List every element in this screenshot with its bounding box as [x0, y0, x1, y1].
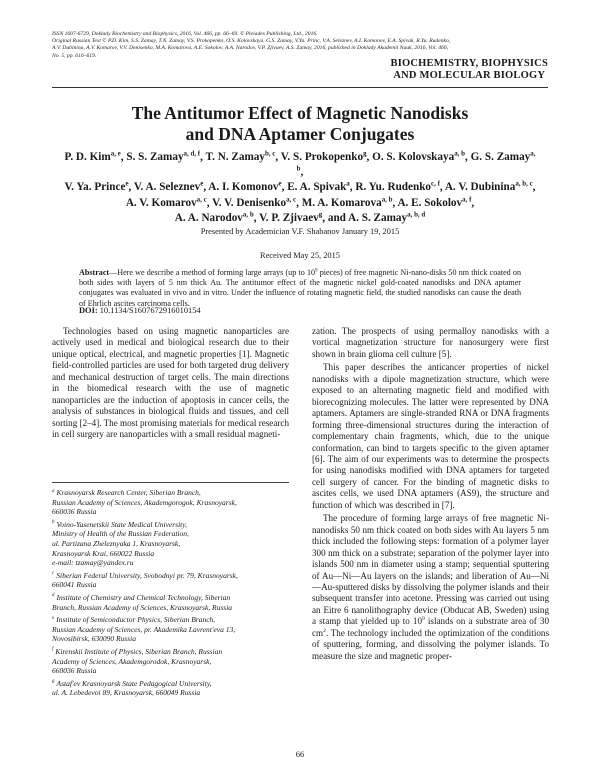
masthead-line: A.V. Dubinina, A.V. Komarov, V.V. Denisenko, M.A. Komarova, A.E. Sokolov, A.A. Narodov, V.P. Zjivaev, A.S. Zamay, 2016, published in Doklady Akademii Nauk, 2016, Vol. 466, [52, 45, 449, 52]
author-line: V. Ya. Prince$^e$, V. A. Seleznev$^e$, A. I. Komonov$^e$, E. A. Spivak$^a$, R. Yu. Rudenko$^{c, f}$, A. V. Dubinina$^{a, b, c}$, [64, 179, 536, 194]
author-line: P. D. Kim$^{a, e}$, S. S. Zamay$^{a, d, f}$, T. N. Zamay$^{b, c}$, V. S. Prokopenko$^g$, O. S. Kolovskaya$^{a, b}$, G. S. Zamay$^{a, b}$, [64, 149, 536, 179]
article-title [60, 103, 540, 145]
left-column [52, 326, 289, 441]
footnote-mark: d [52, 593, 55, 599]
masthead-line: ISSN 1607-6729, Doklady Biochemistry and Biophysics, 2016, Vol. 466, pp. 66–69. © Pleiades Publishing, Ltd., 2016. [52, 31, 318, 37]
footnote-e: $^e$ Institute of Semiconductor Physics, Siberian Branch, Russian Academy of Sciences, pr. Akademika Lavrent'eva 13, Novosibirsk, 630090 Russia [52, 615, 236, 644]
right-column [312, 326, 549, 662]
footnote-rule [52, 482, 289, 483]
presented-by: Presented by Academician V.F. Shabanov January 19, 2015 [200, 227, 400, 236]
doi-label: DOI: [79, 306, 98, 315]
doi [79, 306, 201, 315]
footnote-d: $^d$ Institute of Chemistry and Chemical Technology, Siberian Branch, Russian Academy of Sciences, Krasnoyarsk, Russia [52, 592, 233, 612]
footnote-mark: e [52, 615, 55, 621]
title-line: The Antitumor Effect of Magnetic Nanodisks [131, 103, 469, 123]
section-heading [390, 58, 548, 82]
footnote-b: $^b$ Voino-Yasenetskii State Medical University, Ministry of Health of the Russian Federation, ul. Partizana Zheleznyaka 1, Krasnoyarsk, Krasnoyarsk Krai, 660022 Russia e-mail: tzamay@yandex.ru [52, 519, 189, 568]
header-rule [52, 87, 548, 88]
body-paragraph: This paper describes the anticancer properties of nickel nanodisks with a dipole magnetization structure, which were exposed to an alternating magnetic field and modified with biorecognizing molecules. The latter were represented by DNA aptamers. Aptamers are single-stranded RNA or DNA fragments forming three-dimensional structures during the interaction of complementary chain fragments, which, due to the unique conformation, can bind to targets specific to the given aptamer [6]. The aim of our experiments was to determine the prospects for using nanodisks modified with DNA aptamers for targeted cell surgery of cancer. For the binding of magnetic disks to ascites cells, we used DNA aptamers (AS9), the structure and function of which was described in [7]. [312, 362, 549, 510]
footnote-mark: f [52, 647, 54, 653]
masthead-line: No. 5, pp. 616–619. [52, 52, 97, 59]
author-list [62, 150, 538, 226]
footnote-mark: b [52, 520, 55, 526]
body-paragraph: Technologies based on using magnetic nanoparticles are actively used in medical and biological research due to their unique optical, electrical, and magnetic properties [1]. Magnetic field-controlled particles are used for both targeted drug delivery and mechanical destruction of target cells. The main directions in the biomedical research with the use of magnetic nanoparticles are the induction of apoptosis in cancer cells, the analysis of substances in biological fluids and tissues, and cell sorting [2–4]. The most promising materials for medical research in cell surgery are nanoparticles with a small residual magneti- [52, 326, 289, 440]
body-paragraph: The procedure of forming large arrays of free magnetic Ni-nanodisks 50 nm thick coated on both sides with Au layers 5 nm thick included the following steps: formation of a polymer layer 300 nm thick on a substrate; separation of the polymer layer into islands 500 nm in diameter using a stamp; sequential sputtering of Au—Ni—Au layers on the islands; and liberation of Au—Ni—Au-sputtered disks by dissolving the polymer islands and their subsequent transfer into acetone. Pressing was carried out using an Eitre 6 nanolithography device (Obducat AB, Sweden) using a stamp that yielded up to $10^9$ islands on a substrate area of 30 $cm^2$. The technology included the optimization of the conditions of sputtering, forming, and dissolving the polymer islands. To measure the size and magnetic proper- [312, 513, 550, 661]
footnote-f: $^f$ Kirenskii Institute of Physics, Siberian Branch, Russian Academy of Sciences, Akademgorodok, Krasnoyarsk, 660036 Russia [52, 646, 223, 676]
footnote-mark: a [52, 488, 55, 494]
footnote-g: $^g$ Astaf'ev Krasnoyarsk State Pedagogical University, ul. A. Lebedevoi 89, Krasnoyarsk, 660049 Russia [52, 678, 212, 698]
author-line: A. V. Komarov$^{a, c}$, V. V. Denisenko$^{a, c}$, M. A. Komarova$^{a, b}$, A. E. Sokolov$^{a, f}$, [125, 194, 475, 209]
doi-value[interactable]: 10.1134/S1607672916010154 [99, 306, 201, 315]
page-number: 66 [295, 749, 305, 759]
footnote-mark: g [52, 679, 55, 685]
journal-masthead [52, 31, 548, 60]
received-date: Received May 25, 2015 [259, 251, 340, 260]
abstract-label: Abstract [79, 268, 110, 277]
section-heading-line: BIOCHEMISTRY, BIOPHYSICS [390, 58, 548, 69]
body-paragraph: zation. The prospects of using permalloy nanodisks with a vortical magnetization structure for nanosurgery were first shown in brain glioma cell culture [5]. [312, 326, 549, 359]
footnote-c: $^c$ Siberian Federal University, Svobodnyi pr. 79, Krasnoyarsk, 660041 Russia [52, 570, 238, 590]
footnote-mark: c [52, 571, 55, 577]
masthead-line: Original Russian Text © P.D. Kim, S.S. Zamay, T.N. Zamay, V.S. Prokopenko, O.S. Kolovskaya, G.S. Zamay, V.Ya. Princ, V.A. Seleznev, A.I. Komonov, E.A. Spivak, R.Yu. Rudenko, [52, 38, 451, 45]
section-heading-line: AND MOLECULAR BIOLOGY [393, 70, 546, 81]
abstract [79, 268, 521, 309]
author-line: A. A. Narodov$^{a, b}$, V. P. Zjivaev$^g$, and A. S. Zamay$^{a, b, d}$ [174, 210, 426, 224]
footnote-a: $^a$ Krasnoyarsk Research Center, Siberian Branch, Russian Academy of Sciences, Akademgorogok, Krasnoyarsk, 660036 Russia [52, 488, 237, 517]
title-line: and DNA Aptamer Conjugates [185, 124, 415, 144]
abstract-text: —Here we describe a method of forming large arrays (up to $10^9$ pieces) of free magnetic Ni-nano-disks 50 nm thick coated on both sides with layers of 5 nm thick Au. The antitumor effect of the magnetic nickel gold-coated nanodisks and DNA aptamer conjugates was evaluated in vivo and in vitro. Under the influence of rotating magnetic field, the studied nanodisks can cause the death of Ehrlich ascites carcinoma cells. [79, 268, 521, 308]
affiliation-footnotes [52, 488, 289, 701]
